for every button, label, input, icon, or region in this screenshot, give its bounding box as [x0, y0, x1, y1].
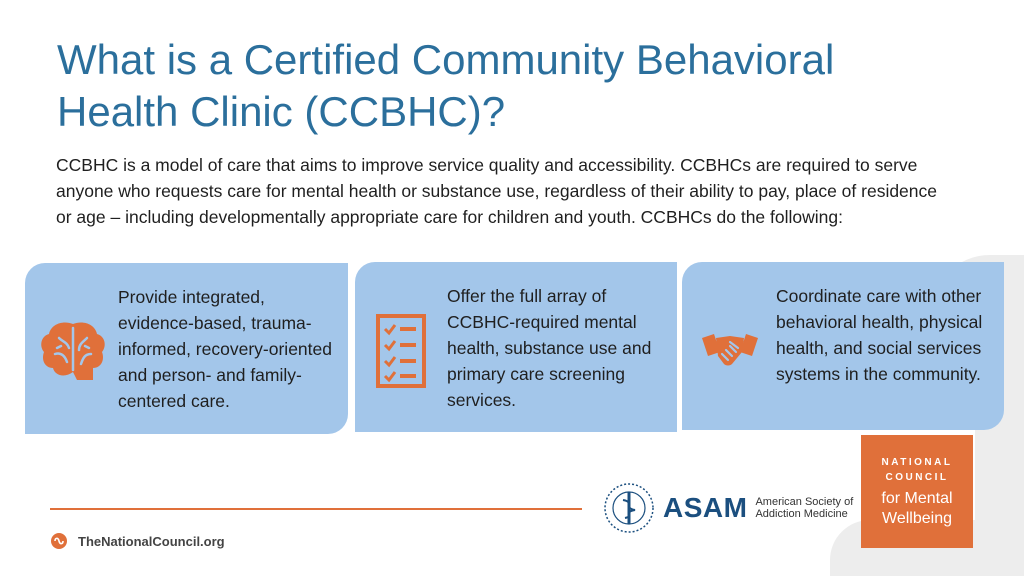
divider-line	[50, 508, 582, 510]
asam-seal-icon	[603, 482, 655, 534]
card-care-coordination	[682, 262, 1004, 430]
asam-wordmark: ASAM	[663, 492, 748, 523]
logo-line: for Mental	[881, 490, 953, 507]
card-screening-services	[355, 262, 677, 432]
website-link[interactable]: TheNationalCouncil.org	[78, 533, 225, 549]
card-text: Provide integrated, evidence-based, trauma-informed, recovery-oriented and person- and family-centered care.	[118, 287, 332, 411]
card-integrated-care	[25, 263, 348, 434]
national-council-logo-icon	[50, 532, 68, 550]
page-title: What is a Certified Community Behavioral Health Clinic (CCBHC)?	[57, 36, 835, 135]
handshake-icon	[700, 328, 760, 376]
logo-line: NATIONAL	[881, 457, 953, 468]
intro-paragraph: CCBHC is a model of care that aims to improve service quality and accessibility. CCBHCs are required to serve anyone who requests care for mental health or substance use, regardless of their ability to pay, place of residence or age – including developmentally appropriate care for children and youth. CCBHCs do the following:	[56, 155, 938, 227]
card-text: Coordinate care with other behavioral health, physical health, and social services systems in the community.	[776, 286, 983, 384]
national-council-logo	[861, 435, 973, 548]
asam-fullname: American Society of Addiction Medicine	[755, 496, 854, 520]
footer-website[interactable]	[50, 532, 225, 550]
card-text: Offer the full array of CCBHC-required mental health, substance use and primary care screening services.	[447, 286, 652, 410]
asam-logo	[603, 482, 853, 534]
logo-line: COUNCIL	[885, 472, 949, 483]
brain-icon	[39, 320, 107, 382]
checklist-icon	[376, 314, 426, 388]
logo-line: Wellbeing	[882, 510, 952, 527]
